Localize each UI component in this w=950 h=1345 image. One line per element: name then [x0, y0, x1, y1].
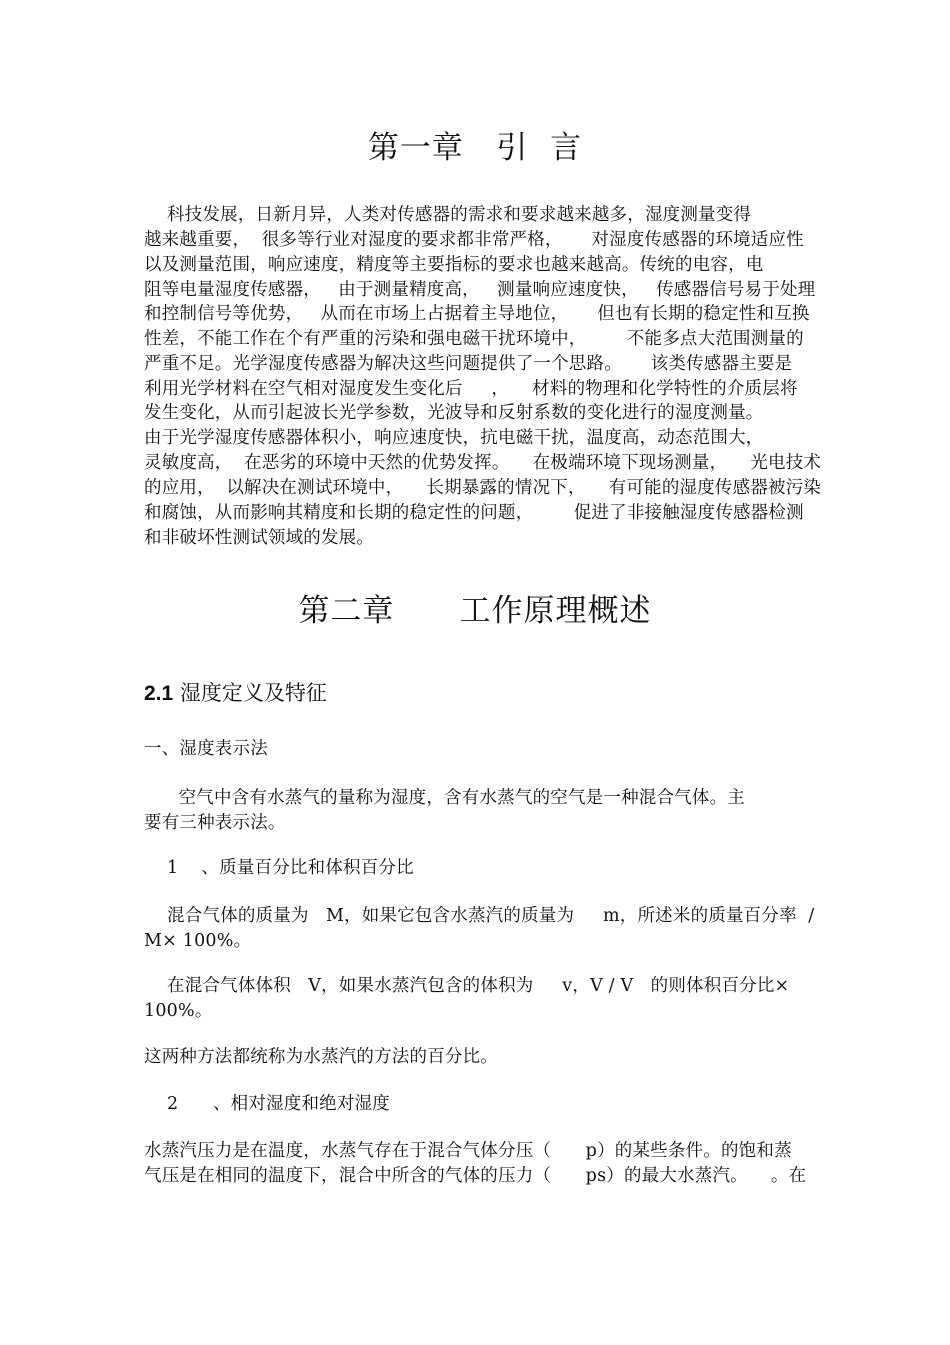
both-methods-line: 这两种方法都统称为水蒸汽的方法的百分比。: [144, 1047, 498, 1067]
chapter1-line: 性差，不能工作在个有严重的污染和强电磁干扰环境中， 不能多点大范围测量的: [144, 329, 804, 349]
chapter1-line: 和腐蚀，从而影响其精度和长期的稳定性的问题， 促进了非接触湿度传感器检测: [144, 503, 804, 523]
chapter1-line: 越来越重要， 很多等行业对湿度的要求都非常严格， 对湿度传感器的环境适应性: [144, 230, 804, 250]
intro-line: 空气中含有水蒸气的量称为湿度，含有水蒸气的空气是一种混合气体。主: [144, 788, 745, 808]
chapter1-title: 第一章 引 言: [367, 130, 583, 166]
intro-line: 要有三种表示法。: [144, 813, 286, 833]
chapter1-line: 科技发展，日新月异，人类对传感器的需求和要求越来越多，湿度测量变得: [144, 205, 752, 225]
mass-line: M× 100%。: [144, 931, 252, 951]
section-heading: [144, 678, 327, 709]
item2-heading: 2 、相对湿度和绝对湿度: [144, 1094, 390, 1114]
chapter2-title: 第二章 工作原理概述: [298, 593, 652, 629]
chapter1-line: 由于光学湿度传感器体积小，响应速度快，抗电磁干扰，温度高，动态范围大，: [144, 428, 764, 448]
volume-line: 100%。: [144, 1001, 213, 1021]
chapter1-line: 的应用， 以解决在测试环境中， 长期暴露的情况下， 有可能的湿度传感器被污染: [144, 478, 822, 498]
item1-heading: 1 、质量百分比和体积百分比: [144, 858, 414, 878]
chapter1-line: 利用光学材料在空气相对湿度发生变化后 ， 材料的物理和化学特性的介质层将: [144, 379, 798, 399]
chapter1-line: 严重不足。光学湿度传感器为解决这些问题提供了一个思路。 该类传感器主要是: [144, 354, 793, 374]
pressure-line: 水蒸汽压力是在温度，水蒸气存在于混合气体分压（ p）的某些条件。的饱和蒸: [144, 1141, 792, 1161]
chapter1-line: 阻等电量湿度传感器， 由于测量精度高， 测量响应速度快， 传感器信号易于处理: [144, 280, 816, 300]
chapter1-line: 以及测量范围，响应速度，精度等主要指标的要求也越来越高。传统的电容，电: [144, 255, 764, 275]
section-title: 湿度定义及特征: [173, 681, 327, 705]
subsection-heading: 一、湿度表示法: [144, 739, 268, 759]
chapter1-line: 和控制信号等优势， 从而在市场上占据着主导地位， 但也有长期的稳定性和互换: [144, 304, 810, 324]
mass-line: 混合气体的质量为 M，如果它包含水蒸汽的质量为 m，所述米的质量百分率 /: [144, 906, 815, 926]
chapter1-line: 发生变化，从而引起波长光学参数，光波导和反射系数的变化进行的湿度测量。: [144, 403, 764, 423]
chapter1-line: 和非破坏性测试领域的发展。: [144, 528, 375, 548]
chapter1-line: 灵敏度高， 在恶劣的环境中天然的优势发挥。 在极端环境下现场测量， 光电技术: [144, 453, 822, 473]
volume-line: 在混合气体体积 V，如果水蒸汽包含的体积为 v，V / V 的则体积百分比×: [144, 976, 790, 996]
section-number: 2.1: [144, 682, 174, 705]
pressure-line: 气压是在相同的温度下，混合中所含的气体的压力（ ps）的最大水蒸汽。 。在: [144, 1166, 807, 1186]
